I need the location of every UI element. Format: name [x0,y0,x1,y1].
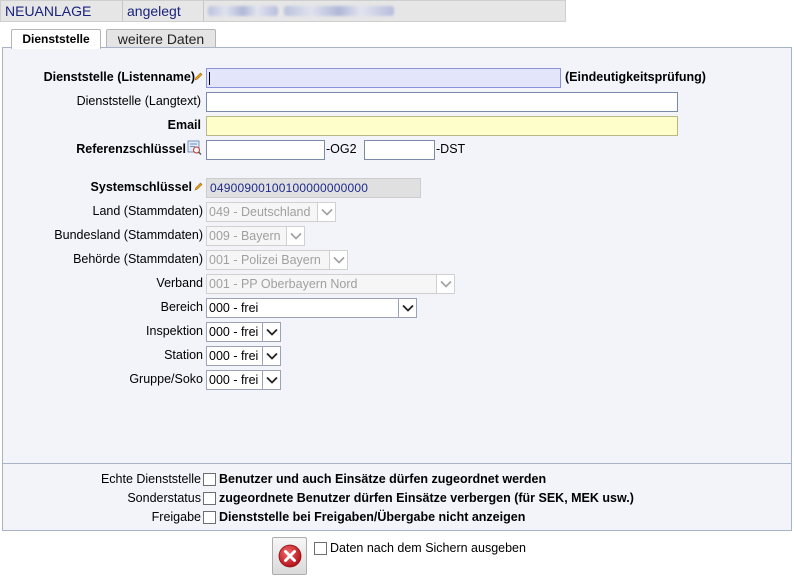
pencil-icon [194,72,203,81]
flag-label-echte-dienststelle: Echte Dienststelle [100,472,201,486]
verband-select: 001 - PP Oberbayern Nord [206,274,455,294]
chevron-down-icon [286,227,304,245]
ref-og2-input[interactable] [206,140,325,160]
status-label: angelegt [127,3,181,19]
bundesland-select: 009 - Bayern [206,226,305,246]
behoerde-select: 001 - Polizei Bayern [206,250,348,270]
header-separator [203,1,204,21]
flag-text-freigabe: Dienststelle bei Freigaben/Übergabe nicht anzeigen [219,510,526,524]
systemkey-label: Systemschlüssel [90,180,192,194]
behoerde-label: Behörde (Stammdaten) [73,252,203,266]
checkbox-echte-dienststelle[interactable] [203,473,216,486]
chevron-down-icon [317,203,335,221]
inspektion-label: Inspektion [146,324,203,338]
chevron-down-icon[interactable] [262,347,280,365]
email-label: Email [167,118,201,132]
ref-dst-suffix: -DST [436,142,466,156]
bundesland-label: Bundesland (Stammdaten) [54,228,203,242]
checkbox-freigabe[interactable] [203,511,216,524]
langtext-label: Dienststelle (Langtext) [76,94,201,108]
uniqueness-note: (Eindeutigkeitsprüfung) [565,70,706,84]
output-after-save-label: Daten nach dem Sichern ausgeben [330,541,526,555]
land-select: 049 - Deutschland [206,202,336,222]
station-label: Station [164,348,203,362]
mode-label: NEUANLAGE [5,3,92,19]
flag-label-freigabe: Freigabe [151,510,201,524]
systemkey-field: 04900900100100000000000 [206,178,421,198]
station-select[interactable]: 000 - frei [206,346,281,366]
tab-weitere-daten[interactable]: weitere Daten [106,29,216,48]
inspektion-select[interactable]: 000 - frei [206,322,281,342]
listname-input[interactable] [206,68,561,88]
flag-text-sonderstatus: zugeordnete Benutzer dürfen Einsätze verbergen (für SEK, MEK usw.) [219,491,634,505]
flag-text-echte-dienststelle: Benutzer und auch Einsätze dürfen zugeordnet werden [219,472,547,486]
listname-label: Dienststelle (Listenname) [43,70,195,84]
chevron-down-icon[interactable] [398,299,416,317]
checkbox-output-after-save[interactable] [314,542,327,555]
chevron-down-icon [436,275,454,293]
flag-label-sonderstatus: Sonderstatus [127,491,201,505]
panel-divider [2,463,792,464]
chevron-down-icon[interactable] [262,371,280,389]
pencil-icon [194,182,203,191]
cancel-icon [278,544,302,568]
ref-og2-suffix: -OG2 [326,142,357,156]
tab-dienststelle[interactable]: Dienststelle [11,29,101,49]
ref-label: Referenzschlüssel [76,142,186,156]
checkbox-sonderstatus[interactable] [203,492,216,505]
cancel-button[interactable] [272,537,307,575]
ref-dst-input[interactable] [364,140,435,160]
land-label: Land (Stammdaten) [92,204,203,218]
redacted-text [208,6,278,16]
gruppe-label: Gruppe/Soko [129,372,203,386]
bereich-label: Bereich [160,300,203,314]
status-header [0,0,566,22]
chevron-down-icon [329,251,347,269]
bereich-select[interactable]: 000 - frei [206,298,417,318]
redacted-text [284,6,394,16]
lookup-icon[interactable] [187,140,202,155]
text-cursor [209,72,210,85]
gruppe-select[interactable]: 000 - frei [206,370,281,390]
listname-label-wrap [44,69,195,85]
email-input[interactable] [206,116,678,136]
chevron-down-icon[interactable] [262,323,280,341]
verband-label: Verband [156,276,203,290]
langtext-input[interactable] [206,92,678,112]
